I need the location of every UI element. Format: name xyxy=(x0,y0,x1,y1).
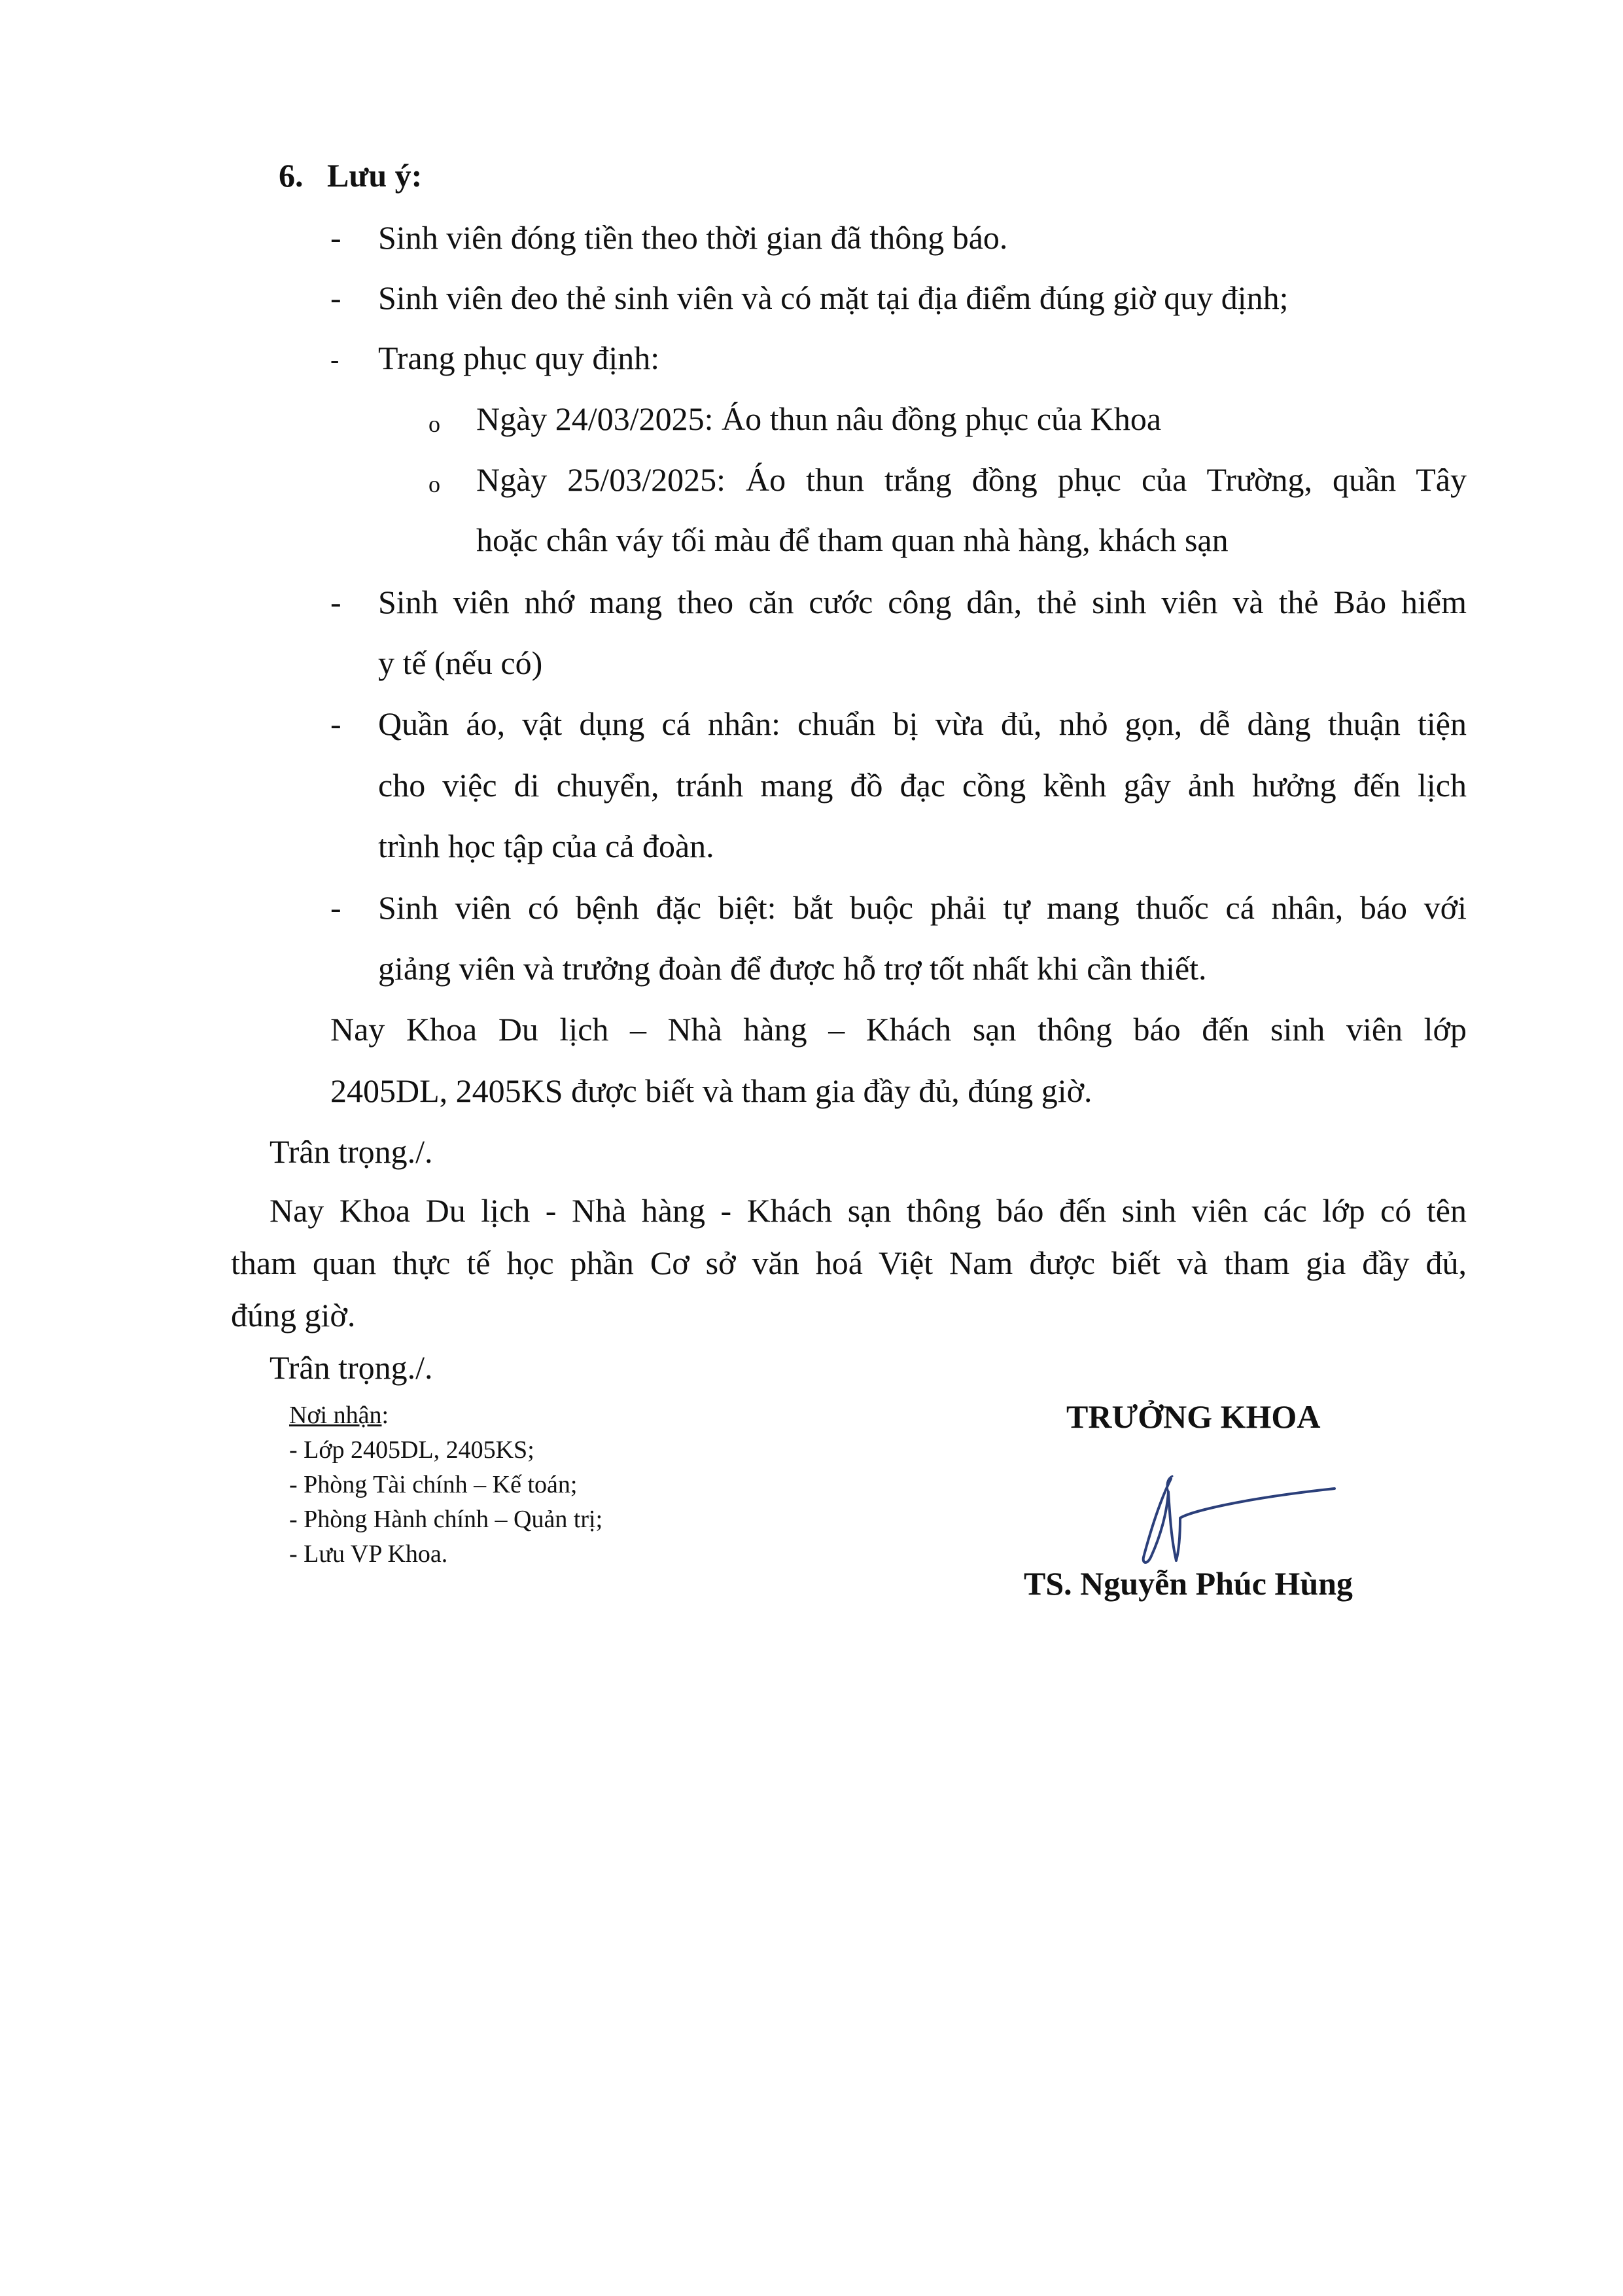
bullet-circle: o xyxy=(428,471,440,497)
closing-paragraph-1-line-1: Nay Khoa Du lịch – Nhà hàng – Khách sạn thông báo đến sinh viên lớp xyxy=(330,1011,1467,1048)
note-item-5-line-1: Quần áo, vật dụng cá nhân: chuẩn bị vừa đủ, nhỏ gọn, dễ dàng thuận tiện xyxy=(378,705,1467,742)
recipient-item: - Phòng Tài chính – Kế toán; xyxy=(289,1471,578,1498)
bullet-dash: - xyxy=(330,279,341,316)
note-item-4-line-2: y tế (nếu có) xyxy=(378,645,543,681)
recipients-label xyxy=(289,1400,389,1430)
signature-stroke xyxy=(1143,1479,1335,1563)
recipient-item: - Lưu VP Khoa. xyxy=(289,1540,448,1568)
section-number: 6. xyxy=(279,157,304,194)
note-item-4-line-1: Sinh viên nhớ mang theo căn cước công dân, thẻ sinh viên và thẻ Bảo hiểm xyxy=(378,584,1467,620)
note-item-6-line-1: Sinh viên có bệnh đặc biệt: bắt buộc phải tự mang thuốc cá nhân, báo với xyxy=(378,889,1467,926)
note-item-1: Sinh viên đóng tiền theo thời gian đã thông báo. xyxy=(378,219,1008,256)
section-title: Lưu ý: xyxy=(327,157,423,194)
note-item-5-line-2: cho việc di chuyển, tránh mang đồ đạc cồng kềnh gây ảnh hưởng đến lịch xyxy=(378,767,1467,804)
note-sub-item-1: Ngày 24/03/2025: Áo thun nâu đồng phục của Khoa xyxy=(476,400,1162,437)
closing-paragraph-1-line-2: 2405DL, 2405KS được biết và tham gia đầy đủ, đúng giờ. xyxy=(330,1072,1092,1109)
note-item-3: Trang phục quy định: xyxy=(378,340,660,376)
note-sub-item-2-line-2: hoặc chân váy tối màu để tham quan nhà hàng, khách sạn xyxy=(476,521,1229,558)
regards-1: Trân trọng./. xyxy=(270,1133,433,1170)
bullet-circle: o xyxy=(428,411,440,437)
regards-2: Trân trọng./. xyxy=(270,1349,433,1386)
recipient-item: - Phòng Hành chính – Quản trị; xyxy=(289,1506,603,1533)
bullet-dash: - xyxy=(330,219,341,256)
bullet-dash: - xyxy=(330,889,341,926)
recipients-label-colon: : xyxy=(381,1402,389,1429)
note-sub-item-2-line-1: Ngày 25/03/2025: Áo thun trắng đồng phục của Trường, quần Tây xyxy=(476,461,1467,498)
handwritten-signature xyxy=(1125,1472,1348,1577)
note-item-6-line-2: giảng viên và trưởng đoàn để được hỗ trợ tốt nhất khi cần thiết. xyxy=(378,950,1207,987)
closing-paragraph-2-line-3: đúng giờ. xyxy=(231,1297,356,1333)
signer-title: TRƯỞNG KHOA xyxy=(1066,1398,1321,1435)
recipients-label-text: Nơi nhận xyxy=(289,1402,382,1429)
bullet-dash: - xyxy=(330,705,341,742)
closing-paragraph-2-line-1: Nay Khoa Du lịch - Nhà hàng - Khách sạn thông báo đến sinh viên các lớp có tên xyxy=(270,1192,1467,1229)
note-item-2: Sinh viên đeo thẻ sinh viên và có mặt tại địa điểm đúng giờ quy định; xyxy=(378,279,1289,316)
recipient-item: - Lớp 2405DL, 2405KS; xyxy=(289,1436,534,1464)
bullet-dash: - xyxy=(330,345,340,374)
signer-name: TS. Nguyễn Phúc Hùng xyxy=(1024,1565,1353,1602)
bullet-dash: - xyxy=(330,584,341,620)
note-item-5-line-3: trình học tập của cả đoàn. xyxy=(378,828,714,864)
closing-paragraph-2-line-2: tham quan thực tế học phần Cơ sở văn hoá Việt Nam được biết và tham gia đầy đủ, xyxy=(231,1245,1467,1281)
